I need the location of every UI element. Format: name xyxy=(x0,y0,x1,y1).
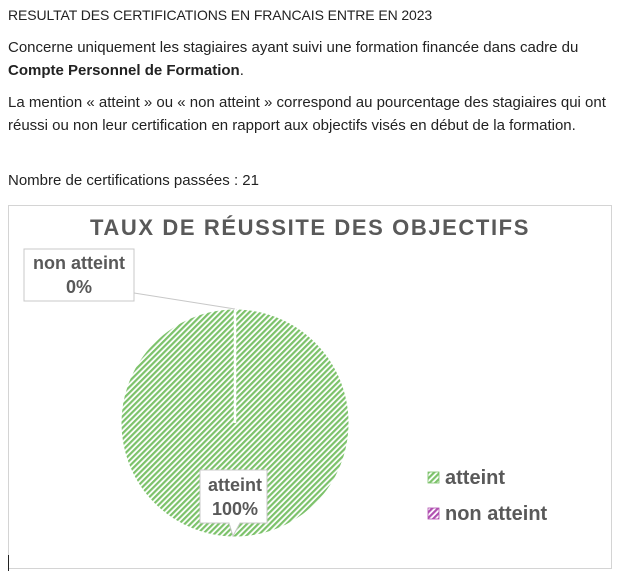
chart-title: TAUX DE RÉUSSITE DES OBJECTIFS xyxy=(90,215,530,240)
text-cursor xyxy=(8,555,9,571)
atteint-name: atteint xyxy=(208,475,262,495)
chart-legend xyxy=(428,467,548,525)
non-atteint-name: non atteint xyxy=(33,253,125,273)
non-atteint-leader-line xyxy=(134,293,235,309)
legend-swatch-atteint xyxy=(428,472,439,483)
page-heading: RESULTAT DES CERTIFICATIONS EN FRANCAIS ENTRE EN 2023 xyxy=(8,7,433,23)
data-label-non-atteint xyxy=(24,249,134,301)
certification-count: Nombre de certifications passées : 21 xyxy=(8,172,259,189)
legend-label-non-atteint: non atteint xyxy=(445,503,548,525)
intro-bold: Compte Personnel de Formation xyxy=(8,61,240,79)
legend-swatch-non-atteint xyxy=(428,508,439,519)
chart-container xyxy=(8,205,612,569)
atteint-percent: 100% xyxy=(211,499,259,519)
non-atteint-percent: 0% xyxy=(65,277,93,297)
intro-end: . xyxy=(239,61,244,79)
legend-label-atteint: atteint xyxy=(445,467,505,489)
intro-paragraph xyxy=(8,37,608,82)
mention-paragraph: La mention « atteint » ou « non atteint » correspond au pourcentage des stagiaires qui ont réussi ou non leur certification en rapport aux objectifs visés en début de la formation. xyxy=(8,94,606,134)
pie-chart xyxy=(9,206,613,570)
intro-text: Concerne uniquement les stagiaires ayant suivi une formation financée dans cadre du xyxy=(8,39,579,56)
